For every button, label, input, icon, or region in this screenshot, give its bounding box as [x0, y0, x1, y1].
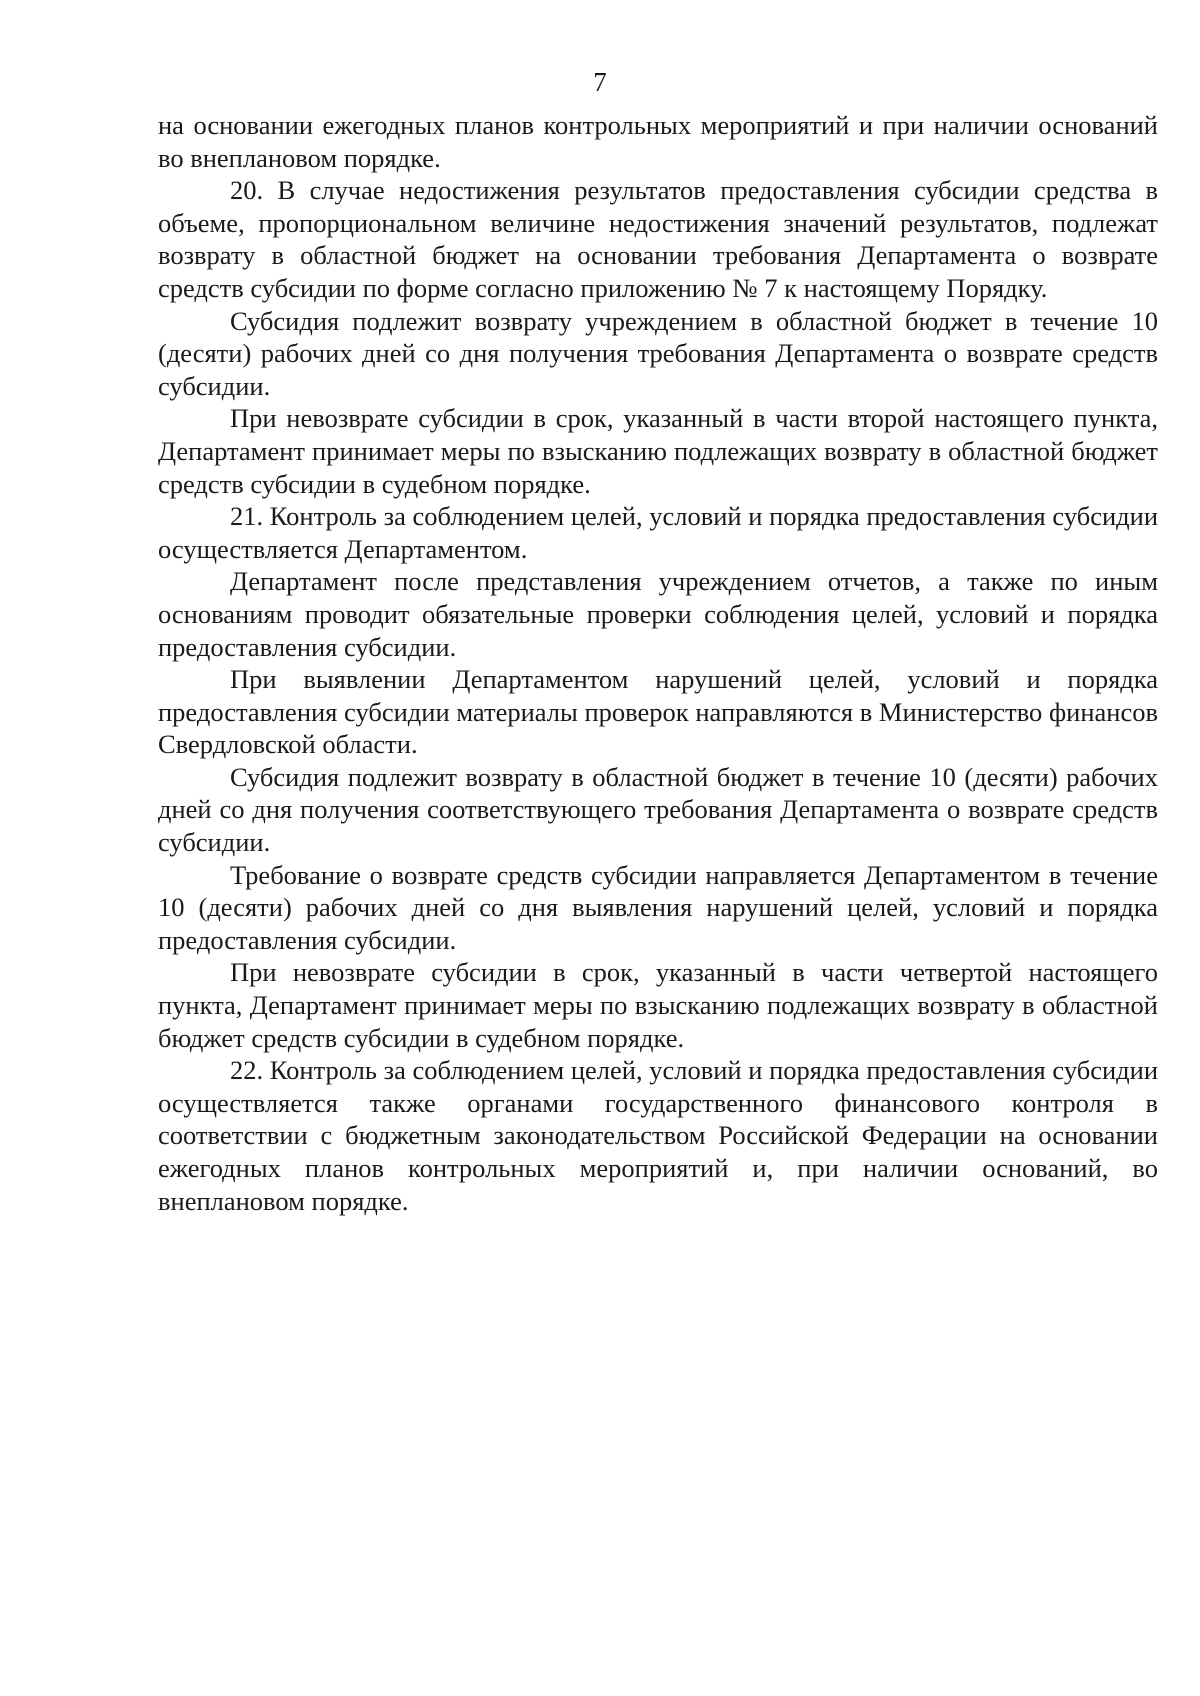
document-body [158, 109, 1158, 1217]
paragraph-department-checks: Департамент после представления учреждением отчетов, а также по иным основаниям проводит обязательные проверки соблюдения целей, условий и порядка предоставления субсидии. [158, 566, 1158, 662]
paragraph-return-requirement: Требование о возврате средств субсидии направляется Департаментом в течение 10 (десяти) рабочих дней со дня выявления нарушений целей, условий и порядка предоставления субсидии. [158, 859, 1158, 955]
paragraph-violations-referral: При выявлении Департаментом нарушений целей, условий и порядка предоставления субсидии материалы проверок направляются в Министерство финансов Свердловской области. [158, 664, 1158, 760]
page-number: 7 [593, 67, 607, 97]
paragraph-continuation: на основании ежегодных планов контрольных мероприятий и при наличии оснований во внеплановом порядке. [158, 110, 1158, 173]
paragraph-item-20: 20. В случае недостижения результатов предоставления субсидии средства в объеме, пропорциональном величине недостижения значений результатов, подлежат возврату в областной бюджет на основании требования Департамента о возврате средств субсидии по форме согласно приложению № 7 к настоящему Порядку. [158, 175, 1158, 303]
paragraph-item-22: 22. Контроль за соблюдением целей, условий и порядка предоставления субсидии осуществляется также органами государственного финансового контроля в соответствии с бюджетным законодательством Российской Федерации на основании ежегодных планов контрольных мероприятий и, при наличии оснований, во внеплановом порядке. [158, 1055, 1158, 1216]
paragraph-item-21: 21. Контроль за соблюдением целей, условий и порядка предоставления субсидии осуществляется Департаментом. [158, 501, 1158, 564]
paragraph-subsidy-return-budget: Субсидия подлежит возврату в областной бюджет в течение 10 (десяти) рабочих дней со дня получения соответствующего требования Департамента о возврате средств субсидии. [158, 761, 1158, 858]
paragraph-non-return-measures: При невозврате субсидии в срок, указанный в части второй настоящего пункта, Департамент принимает меры по взысканию подлежащих возврату в областной бюджет средств субсидии в судебном порядке. [158, 403, 1158, 499]
paragraph-subsidy-return-term: Субсидия подлежит возврату учреждением в областной бюджет в течение 10 (десяти) рабочих дней со дня получения требования Департамента о возврате средств субсидии. [158, 305, 1158, 401]
paragraph-non-return-measures-2: При невозврате субсидии в срок, указанный в части четвертой настоящего пункта, Департамент принимает меры по взысканию подлежащих возврату в областной бюджет средств субсидии в судебном порядке. [158, 957, 1158, 1053]
